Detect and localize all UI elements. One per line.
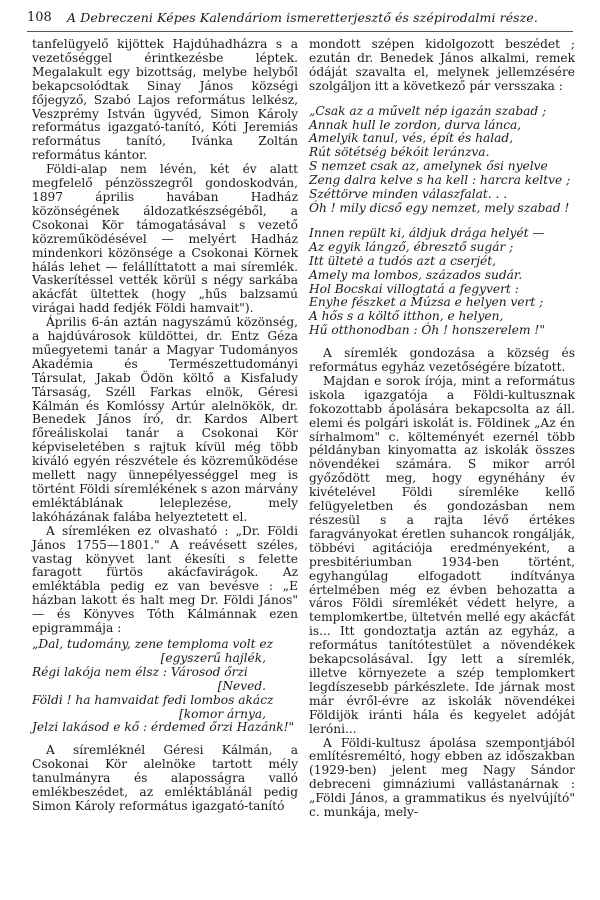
paragraph: A síremléknél Géresi Kálmán, a Csokonai Kör alelnöke tartott mély tanulmányra és alaposságra valló emlékbeszédet, az emléktáblánál pedig Simon Károly református igazgató-tanító [32,743,298,813]
poem-line: [egyszerű hajlék, [160,650,266,665]
paragraph: Április 6-án aztán nagyszámú közönség, a hajdúvárosok küldöttei, dr. Entz Géza műegyetemi tanár a Magyar Tudományos Akadémia és Természettudományi Társulat, Jakab Ödön költő a Kisfaludy Társaság, Széll Farkas elnök, Géresi Kálmán és Komlóssy Artúr alelnökök, dr. Benedek János író, dr. Kardos Albert főreáliskolai tanár a Csokonai Kör képviseletében s rajtuk kívül még több kiváló egyén részvétele és közreműködése mellett nagy ünnepélyességgel meg is történt Földi síremlékének s azon márvány emléktáblának leleplezése, mely lakóházának falába helyeztetett el. [32,315,298,524]
poem-line: Innen repült ki, áldjuk drága helyét — [309,225,545,240]
right-column [309,38,575,820]
poem-line: Hol Bocskai villogtatá a fegyvert : [309,281,519,296]
paragraph: Földi-alap nem lévén, két év alatt megfelelő pénzösszegről gondoskodván, 1897 április havában Hadház közönségének áldozatkészségéből, a Csokonai Kör támogatásával s vezető közreműködésével — melyért Hadház mindenkori közönsége a Csokonai Körnek hálás lehet — felállíttatott a mai síremlék. Vaskerítéssel vették körül s négy sarkába akácfát ültettek (hogy „hűs balzsamú virágai hadd fedjék Földi hamvait"). [32,162,298,316]
poem-line: Amelyik tanul, vés, épít és halad, [309,131,514,146]
poem-line: Óh ! mily dicső egy nemzet, mely szabad ! [309,200,570,215]
poem-line: Földi ! ha hamvaidat fedi lombos akácz [32,692,274,707]
poem-line: Az egyik lángző, ébresztő sugár ; [309,239,514,254]
paragraph: mondott szépen kidolgozott beszédet ; ezután dr. Benedek János alkalmi, remek ódáját szavalta el, melynek jellemzésére szolgáljon itt a következő pár versszaka : [309,37,575,93]
paragraph: A síremléken ez olvasható : „Dr. Földi János 1755—1801." A reávésett széles, vastag könyvet lant ékesíti s felette faragott fürtös akácfavirágok. Az emléktábla pedig ez van bevésve : „E házban lakott és halt meg Dr. Földi János" — és Könyves Tóth Kálmánnak ezen epigrammája : [32,523,298,636]
left-column [32,38,298,814]
poem-line: Jelzi lakásod e kő : érdemed őrzi Hazánk!" [32,720,295,735]
poem-line: Régi lakója nem élsz : Városod őrzi [32,664,248,679]
ode-stanza-1 [309,105,575,216]
paragraph: A Földi-kultusz ápolása szempontjából említésreméltó, hogy ebben az időszakban (1929-ben) jelent meg Nagy Sándor debreceni gimnáziumi vallástanárnak : „Földi János, a grammatikus és nyelvújító" c. munkája, mely- [309,735,575,820]
poem-line: [komor árnya, [178,706,266,721]
poem-line: A hős s a költő itthon, e helyen, [309,309,504,324]
ode-stanza-2 [309,227,575,338]
paragraph: tanfelügyelő kijöttek Hajdúhadházra s a vezetőséggel érintkezésbe léptek. Megalakult egy bizottság, melybe helyből bekapcsolódtak Sinay János községi főjegyző, Szabó Lajos református lelkész, Veszprémy István ügyvéd, Simon Károly református igazgató-tanító, Kóti Jeremiás református tanító, Ivánka Zoltán református kántor. [32,37,298,163]
poem-line: Amely ma lombos, százados sudár. [309,267,523,282]
poem-line: „Dal, tudomány, zene temploma volt ez [32,636,274,651]
poem-line: Hű otthonodban : Óh ! honszerelem !" [309,323,545,338]
poem-line: Rút sötétség békóit leránzva. [309,145,490,160]
poem-line: Itt ültetė a tudós azt a cserjét, [309,253,496,268]
poem-line: Annak hull le zordon, durva lánca, [309,117,522,132]
poem-line: [Neved. [217,678,266,693]
header-rule [27,31,573,32]
poem-line: S nemzet csak az, amelynek ősi nyelve [309,159,548,174]
poem-line: Széttörve minden válaszfalat. . . [309,187,508,202]
poem-line: „Csak az a művelt nép igazán szabad ; [309,103,547,118]
poem-line: Enyhe fészket a Múzsa e helyen vert ; [309,295,544,310]
running-title: A Debreczeni Képes Kalendáriom ismeretterjesztő és szépirodalmi része. [67,10,538,25]
epigram [32,638,298,735]
paragraph: Majdan e sorok írója, mint a református iskola igazgatója a Földi-kultusznak fokozottabb ápolására bekapcsolta az áll. elemi és polgári iskolát is. Földinek „Az én sírhalmom" c. költeményét ezernél több példányban kinyomatta az iskolák összes növendékei számára. S mikor arról győződött meg, hogy egynéhány év kivételével Földi síremléke kellő felügyeletben és gondozásban nem részesül s a rajta lévő értékes faragványokat éretlen suhancok rongálják, többévi agitációja eredményeként, a presbitériumban 1934-ben történt, egyhangúlag elfogadott indítványa értelmében még ez évben behozatta a város Földi síremlékét védett helyre, a templomkertbe, ültetvén mellé egy akácfát is... Itt gondoztatja aztán az egyház, a református tanítótestület a növendékek bekapcsolásával. Így lett a síremlék, illetve környezete a szép templomkert legdíszesebb párkészlete. Ide járnak most már évről-évre az iskolák növendékei Földijök iránti hála és kegyelet adóját leróni... [309,373,575,736]
page-header [27,10,573,32]
paragraph: A síremlék gondozása a község és református egyház vezetőségére bízatott. [309,346,575,375]
page-number: 108 [27,10,52,25]
poem-line: Zeng dalra kelve s ha kell : harcra keltve ; [309,173,571,188]
